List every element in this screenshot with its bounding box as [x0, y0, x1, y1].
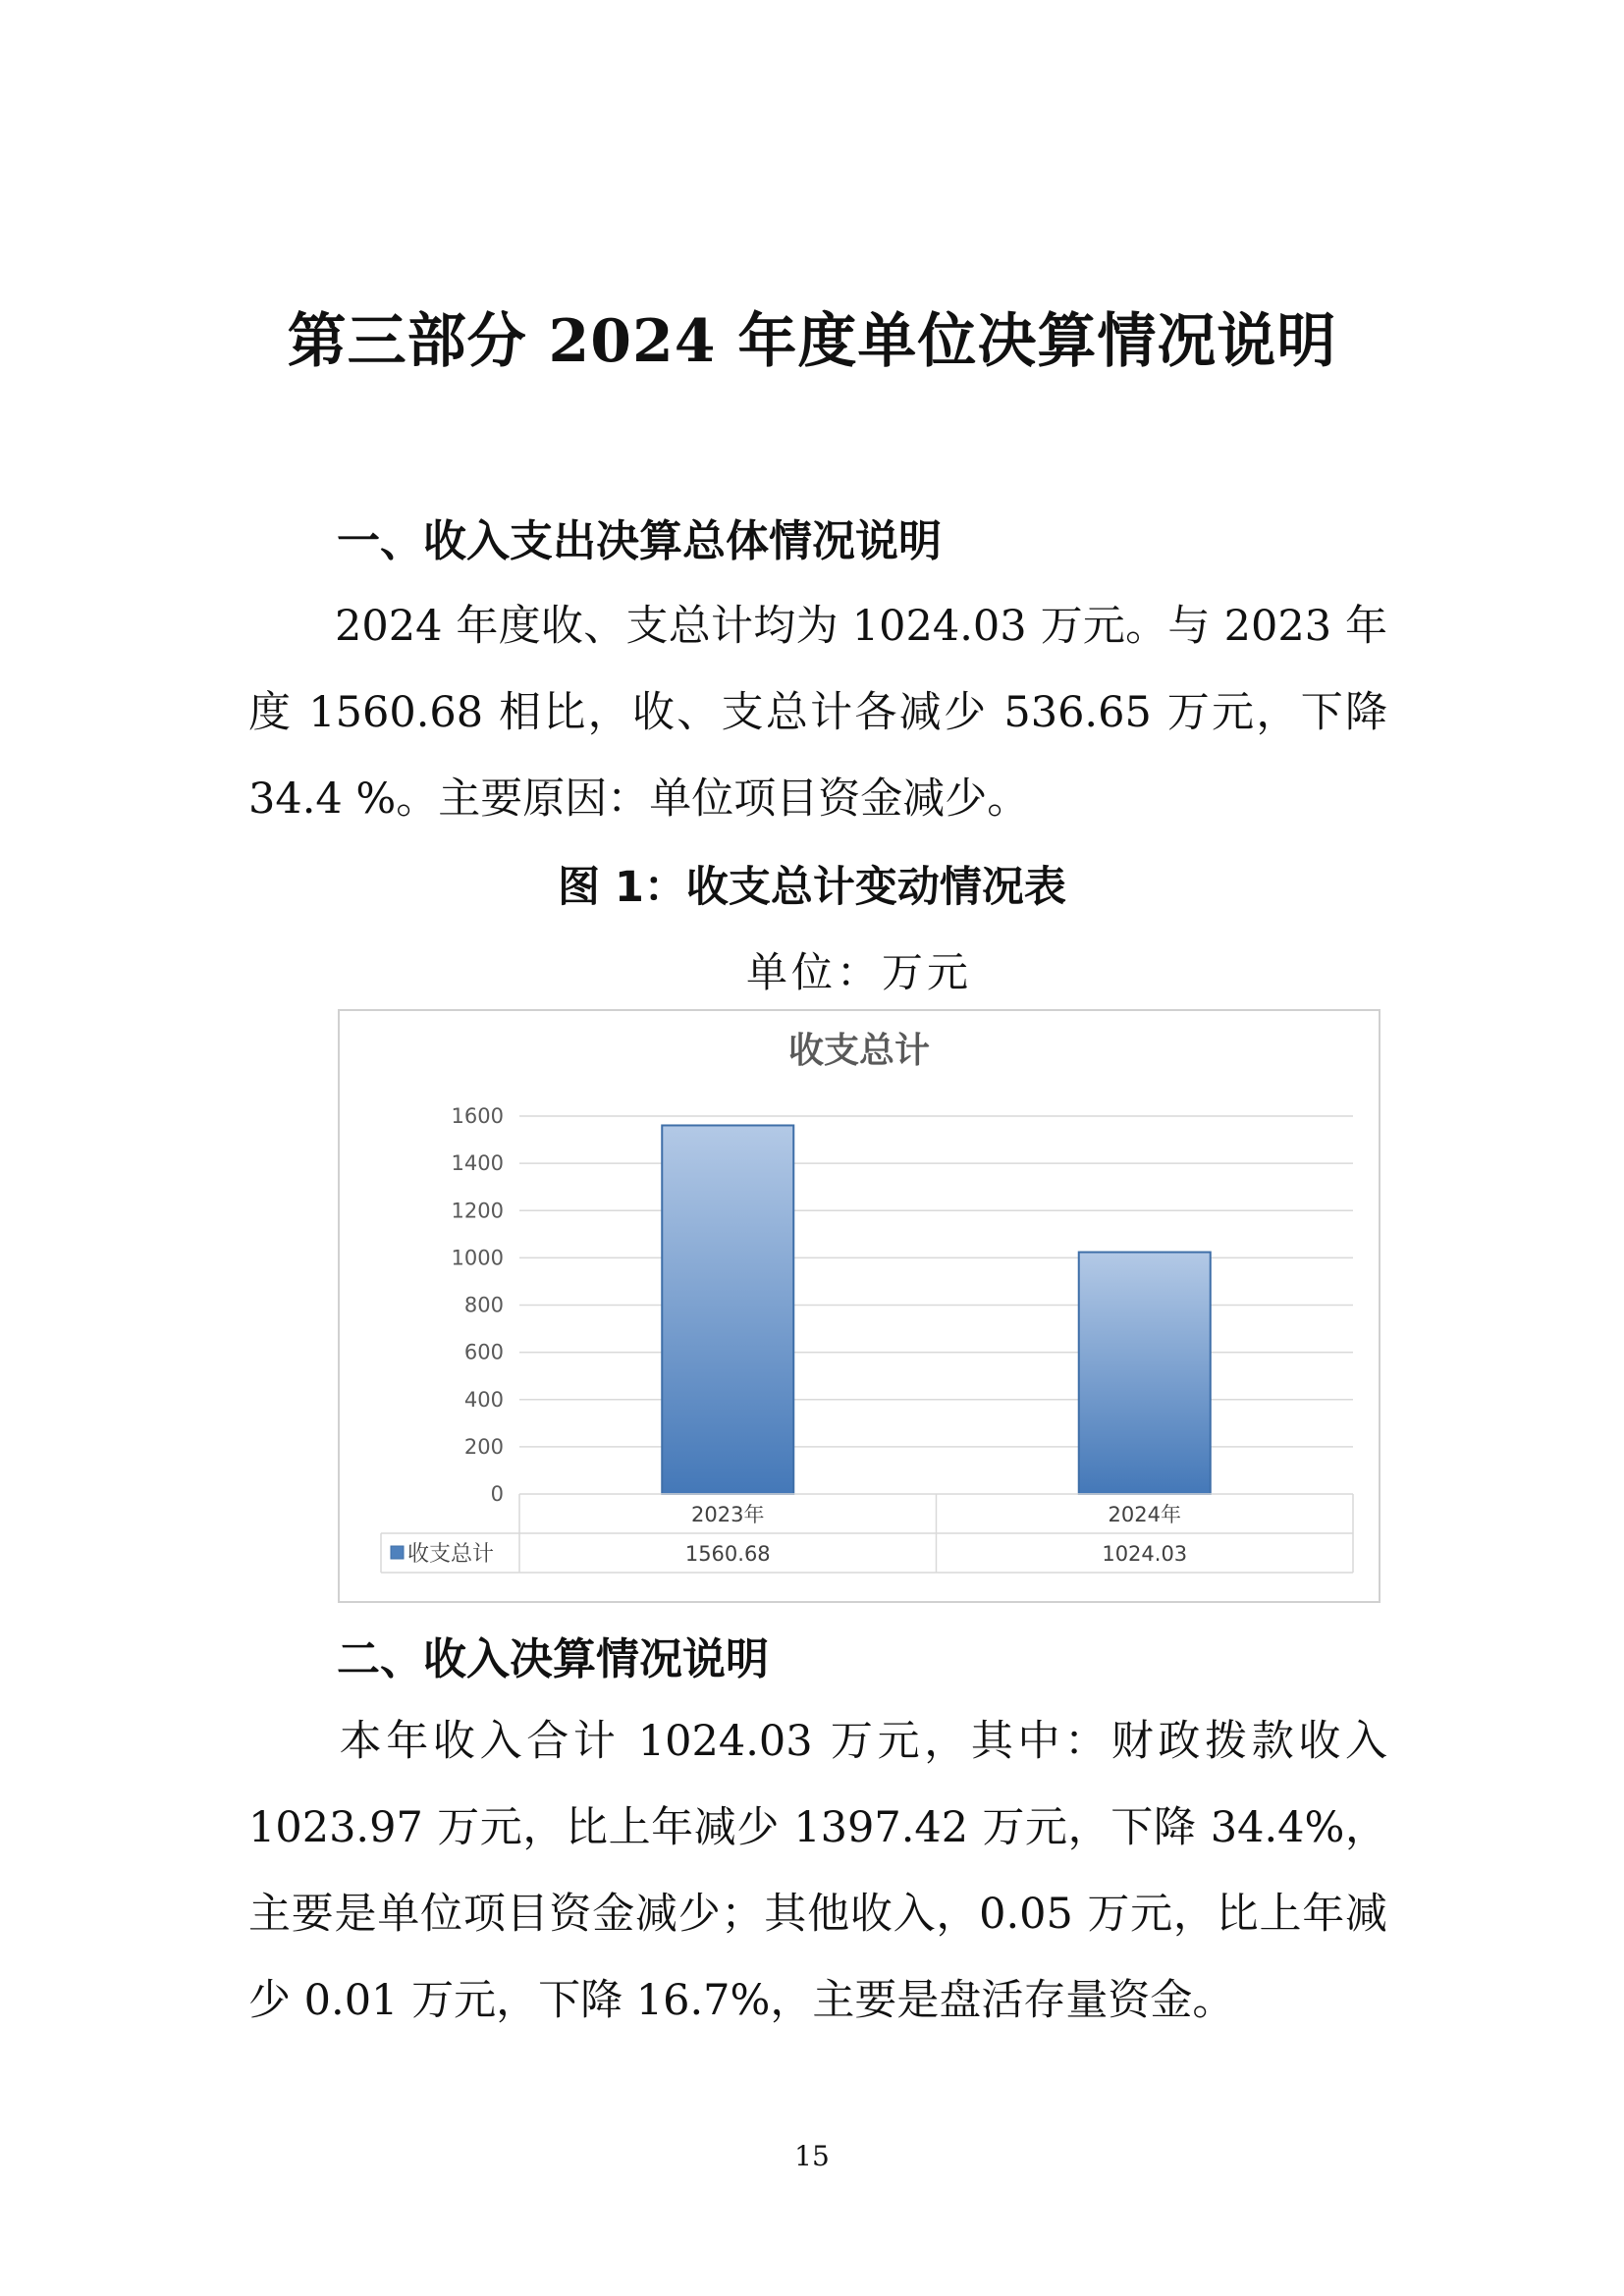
chart-bars: [662, 1125, 1211, 1494]
y-tick-label: 1000: [451, 1246, 504, 1270]
y-tick-label: 600: [463, 1340, 504, 1364]
section2-paragraph: [248, 1698, 1387, 2044]
section1-heading: 一、收入支出决算总体情况说明: [337, 516, 942, 566]
section2-paragraph-text: 本年收入合计 1024.03 万元，其中：财政拨款收入 1023.97 万元，比上年减少 1397.42 万元，下降 34.4%，主要是单位项目资金减少；其他收入，0.05 万元，比上年减少 0.01 万元，下降 16.7%，主要是盘活存量资金。: [248, 1717, 1387, 2025]
section1-paragraph: [248, 583, 1387, 842]
y-tick-label: 400: [463, 1387, 504, 1412]
y-tick-label: 0: [490, 1482, 504, 1506]
bar-2024年: [1079, 1253, 1211, 1494]
page-number: 15: [794, 2140, 830, 2172]
bar-chart: [338, 1009, 1380, 1603]
y-tick-label: 200: [463, 1434, 504, 1459]
figure-caption: 图 1：收支总计变动情况表: [558, 863, 1066, 912]
data-value-label: 1024.03: [1102, 1542, 1188, 1566]
chart-svg: [340, 1011, 1379, 1601]
y-tick-label: 1400: [451, 1151, 504, 1176]
chart-grid: [452, 1104, 1353, 1506]
y-tick-label: 1600: [451, 1104, 504, 1128]
chart-title: 收支总计: [787, 1031, 931, 1071]
data-value-label: 1560.68: [684, 1542, 771, 1566]
chart-data-table: [381, 1494, 1353, 1573]
unit-label: 单位：万元: [746, 948, 973, 996]
y-tick-label: 800: [463, 1293, 504, 1317]
x-category-label: 2024年: [1108, 1503, 1181, 1526]
page-title: 第三部分 2024 年度单位决算情况说明: [287, 307, 1337, 376]
bar-2023年: [662, 1125, 793, 1494]
section2-heading: 二、收入决算情况说明: [337, 1634, 769, 1684]
y-tick-label: 1200: [451, 1199, 504, 1223]
legend-key: [391, 1546, 404, 1559]
x-category-label: 2023年: [691, 1503, 765, 1526]
section1-paragraph-text: 2024 年度收、支总计均为 1024.03 万元。与 2023 年度 1560.68 相比，收、支总计各减少 536.65 万元，下降 34.4 %。主要原因：单位项目资金减少。: [248, 602, 1387, 824]
series-name-label: 收支总计: [407, 1542, 495, 1567]
